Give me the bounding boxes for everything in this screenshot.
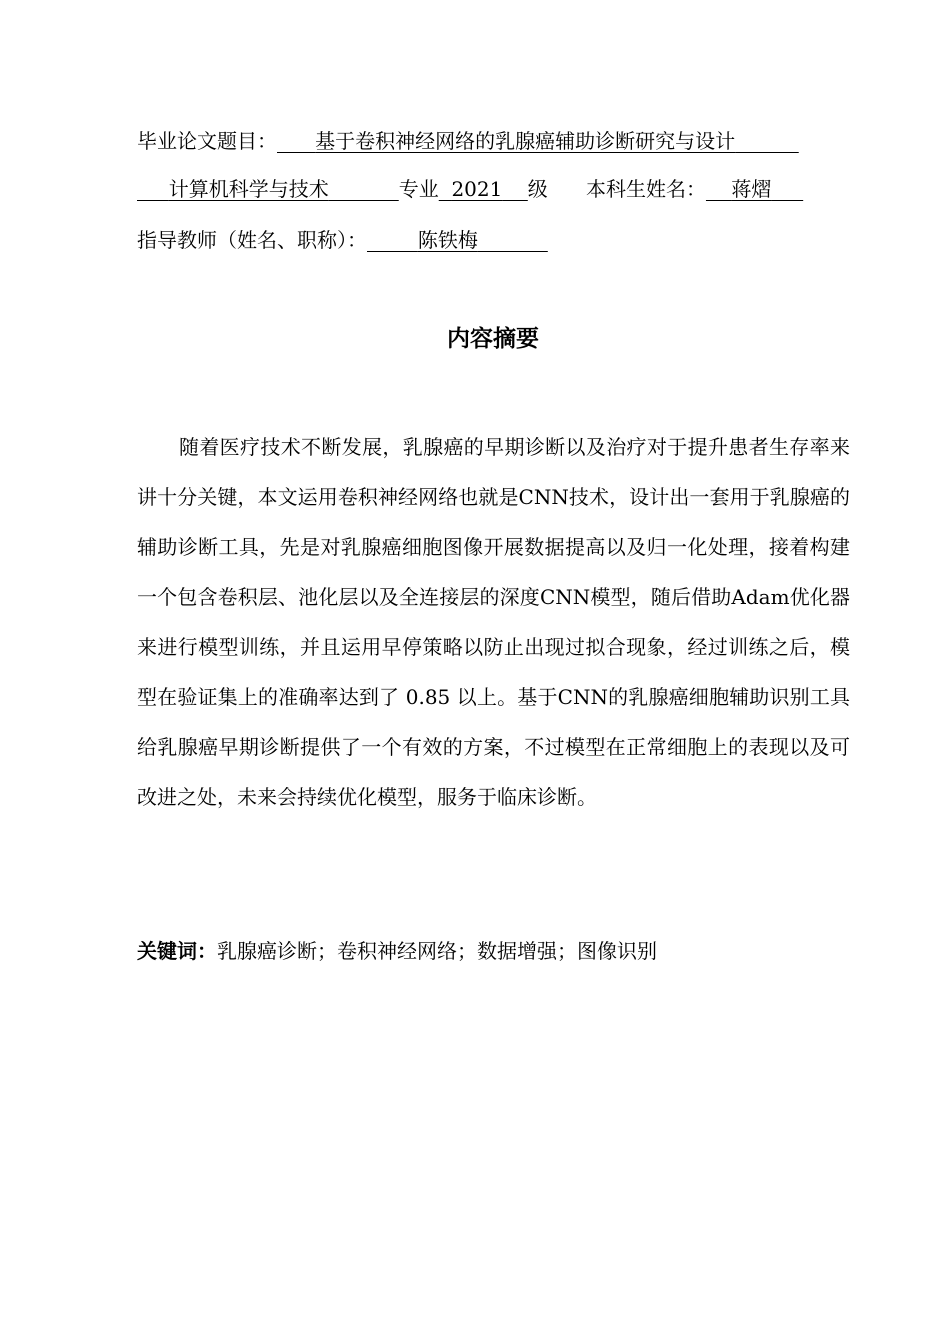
advisor-line (137, 226, 548, 254)
student-underline (706, 177, 803, 201)
year-label: 级 (527, 177, 548, 201)
year-underline (439, 177, 528, 201)
year-value: 2021 (451, 177, 503, 201)
major-label: 专业 (398, 177, 439, 201)
keywords-value: 乳腺癌诊断；卷积神经网络；数据增强；图像识别 (217, 939, 657, 963)
major-underline (137, 177, 399, 201)
keywords-label: 关键词： (137, 939, 217, 963)
thesis-title-label: 毕业论文题目： (137, 129, 277, 153)
major-line (137, 175, 850, 203)
student-label: 本科生姓名： (585, 177, 706, 201)
abstract-body: 随着医疗技术不断发展，乳腺癌的早期诊断以及治疗对于提升患者生存率来讲十分关键，本文运用卷积神经网络也就是CNN技术，设计出一套用于乳腺癌的辅助诊断工具，先是对乳腺癌细胞图像开展数据提高以及归一化处理，接着构建一个包含卷积层、池化层以及全连接层的深度CNN模型，随后借助Adam优化器来进行模型训练，并且运用早停策略以防止出现过拟合现象，经过训练之后，模型在验证集上的准确率达到了 0.85 以上。基于CNN的乳腺癌细胞辅助识别工具给乳腺癌早期诊断提供了一个有效的方案，不过模型在正常细胞上的表现以及可改进之处，未来会持续优化模型，服务于临床诊断。 (137, 435, 850, 809)
advisor-value: 陈铁梅 (417, 228, 478, 252)
thesis-title-value: 基于卷积神经网络的乳腺癌辅助诊断研究与设计 (315, 129, 736, 153)
advisor-underline (367, 228, 548, 252)
abstract-heading: 内容摘要 (447, 326, 539, 352)
advisor-label: 指导教师（姓名、职称）： (137, 228, 367, 252)
thesis-title-underline (277, 129, 799, 153)
keywords-line (137, 936, 657, 966)
major-value: 计算机科学与技术 (168, 177, 329, 201)
thesis-title-line (137, 127, 850, 155)
student-value: 蒋熠 (731, 177, 772, 201)
